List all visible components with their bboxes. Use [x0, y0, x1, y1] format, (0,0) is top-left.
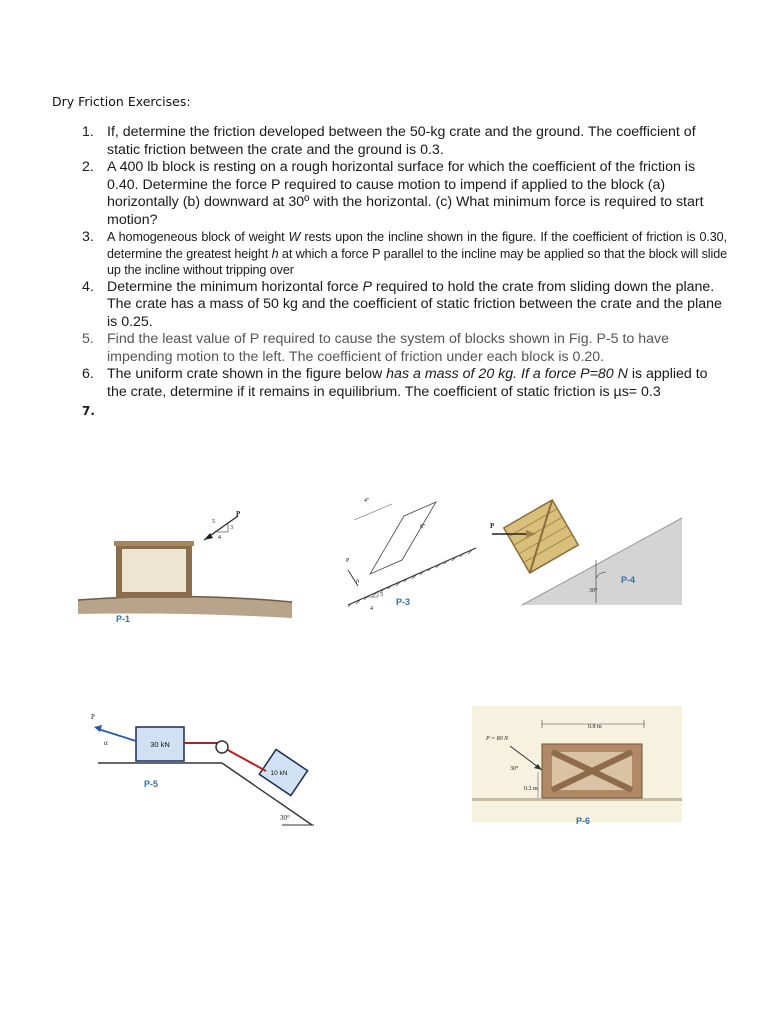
exercise-7 — [82, 403, 727, 421]
exercise-text — [107, 403, 727, 421]
ratio-label: 5 — [212, 519, 215, 525]
ratio-label: 4 — [218, 535, 221, 541]
angle-label: α — [104, 739, 108, 747]
force-label: P — [490, 522, 495, 530]
exercise-number: 7. — [82, 404, 95, 418]
exercise-4 — [82, 279, 727, 332]
force-label: P — [91, 713, 95, 721]
force-label: P = 80 N — [486, 736, 509, 742]
exercise-text: Determine the minimum horizontal force P required to hold the crate from sliding down the plane. The crate has a mass of 50 kg and the coefficient of static friction between the crate and the plane is 0.25. — [107, 278, 722, 330]
ratio-label: 3 — [230, 525, 233, 531]
exercise-1 — [82, 124, 727, 159]
exercise-text: A 400 lb block is resting on a rough horizontal surface for which the coefficient of the friction is 0.40. Determine the force P required to cause motion to impend if applied to the block (a) horizontally (b) downward at 30º with the horizontal. (c) What minimum force is required to start motion? — [107, 159, 704, 228]
figure-p4 — [486, 488, 686, 613]
exercise-number: 6. — [82, 366, 94, 382]
angle-label: 30° — [510, 766, 519, 772]
exercise-text: If, determine the friction developed between the 50-kg crate and the ground. The coefficient of static friction between the crate and the ground is 0.3. — [107, 124, 696, 158]
height-label: 0.2 m — [524, 786, 538, 792]
force-label: P — [236, 510, 241, 518]
angle-label: 30° — [280, 814, 290, 822]
figure-label: P-4 — [621, 575, 636, 585]
exercise-number: 2. — [82, 159, 94, 175]
exercise-list — [82, 124, 727, 421]
angle-label: 30° — [589, 588, 598, 594]
figure-p1 — [70, 500, 300, 630]
exercise-text: The uniform crate shown in the figure below has a mass of 20 kg. If a force P=80 N is applied to the crate, determine if it remains in equilibrium. The coefficient of static friction is µs= 0.3 — [107, 366, 708, 400]
width-label: 0.8 m — [588, 724, 602, 730]
slope-label: 3 — [380, 592, 383, 598]
figure-label: P-1 — [116, 614, 131, 624]
exercise-2 — [82, 159, 727, 229]
figure-label: P-6 — [576, 816, 591, 826]
exercise-number: 3. — [82, 229, 94, 245]
block — [370, 502, 436, 574]
dimension-label: 8" — [420, 524, 426, 530]
exercise-6 — [82, 366, 727, 401]
height-label: h — [356, 579, 359, 585]
figure-p6 — [472, 706, 682, 828]
figure-p5 — [82, 705, 322, 835]
force-label: P — [346, 558, 350, 564]
svg-text:10 kN: 10 kN — [270, 770, 288, 777]
exercise-text: A homogeneous block of weight W rests upon the incline shown in the figure. If the coefficient of friction is 0.30, determine the greatest height h at which a force P parallel to the incline may be applied so that the block will slide up the incline without tripping over — [107, 230, 727, 277]
exercise-text: Find the least value of P required to cause the system of blocks shown in Fig. P-5 to have impending motion to the left. The coefficient of friction under each block is 0.20. — [107, 331, 670, 365]
figure-p3 — [340, 490, 480, 615]
dimension-label: 4" — [364, 498, 370, 504]
block-10kn — [259, 749, 307, 795]
pulley — [216, 741, 228, 753]
block-label: 30 kN — [150, 740, 170, 749]
exercise-3 — [82, 229, 727, 279]
exercise-number: 5. — [82, 331, 94, 347]
exercise-number: 1. — [82, 124, 94, 140]
page-heading: Dry Friction Exercises: — [52, 94, 191, 109]
slope-label: 4 — [370, 606, 373, 612]
figure-label: P-3 — [396, 597, 411, 607]
crate — [504, 500, 578, 573]
figure-label: P-5 — [144, 779, 159, 789]
exercise-5 — [82, 331, 727, 366]
exercise-number: 4. — [82, 278, 94, 295]
